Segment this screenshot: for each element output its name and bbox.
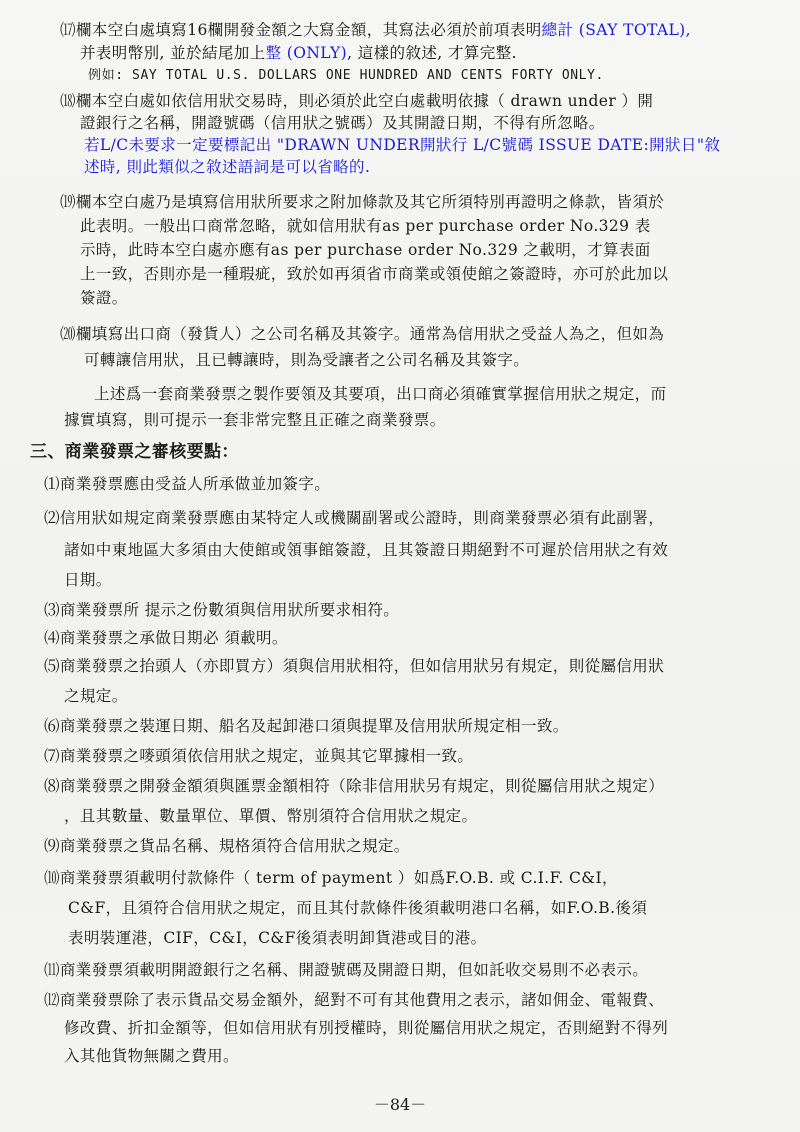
section3-item4: ⑷商業發票之承做日期必 須載明。	[44, 629, 288, 647]
only-highlight: 整 (ONLY)	[265, 44, 348, 62]
section3-item12-line3: 入其他貨物無關之費用。	[64, 1047, 239, 1065]
section3-item10-line1: ⑽商業發票須載明付款條件（ term of payment ）如爲F.O.B. 或 C.I.F. C&I，	[44, 869, 618, 887]
section3-item1: ⑴商業發票應由受益人所承做並加簽字。	[44, 475, 331, 493]
section3-item2-line3: 日期。	[64, 571, 112, 589]
item17-line1	[60, 20, 691, 40]
page-number: －84－	[373, 1095, 427, 1114]
item19-line3: 示時，此時本空白處亦應有as per purchase order No.329 之載明，才算表面	[80, 241, 651, 259]
item18-note-line2: 述時, 則此類似之敘述語詞是可以省略的.	[84, 158, 371, 176]
item18-note-line1: 若L/C未要求一定要標記出 "DRAWN UNDER開狀行 L/C號碼 ISSUE DATE:開狀日"敘	[84, 136, 721, 154]
section3-item12-line1: ⑿商業發票除了表示貨品交易金額外，絕對不可有其他費用之表示，諸如佣金、電報費、	[44, 991, 665, 1009]
item17-line2	[80, 43, 517, 63]
section3-item2-line1: ⑵信用狀如規定商業發票應由某特定人或機關副署或公證時，則商業發票必須有此副署，	[44, 509, 665, 527]
item18-line2: 證銀行之名稱，開證號碼（信用狀之號碼）及其開證日期，不得有所忽略。	[80, 114, 605, 132]
item20-line1: ⒇欄填寫出口商（發貨人）之公司名稱及其簽字。通常為信用狀之受益人為之，但如為	[60, 325, 665, 343]
item19-line4: 上一致，否則亦是一種瑕疵，致於如再須省市商業或領使館之簽證時，亦可於此加以	[80, 265, 669, 283]
item20-line2: 可轉讓信用狀，且已轉讓時，則為受讓者之公司名稱及其簽字。	[84, 351, 530, 369]
section3-heading: 三、商業發票之審核要點：	[30, 442, 239, 462]
section3-item6: ⑹商業發票之裝運日期、船名及起卸港口須與提單及信用狀所規定相一致。	[44, 717, 569, 735]
summary-line1: 上述爲一套商業發票之製作要領及其要項，出口商必須確實掌握信用狀之規定，而	[94, 385, 667, 403]
section3-item7: ⑺商業發票之嘜頭須依信用狀之規定，並與其它單據相一致。	[44, 747, 474, 765]
item17-line2-text-b: , 這樣的敘述, 才算完整.	[347, 44, 517, 62]
item17-line2-text-a: 并表明幣別, 並於結尾加上	[80, 44, 266, 62]
section3-item8-line1: ⑻商業發票之開發金額須與匯票金額相符（除非信用狀另有規定，則從屬信用狀之規定）	[44, 777, 665, 795]
summary-line2: 據實填寫，則可提示一套非常完整且正確之商業發票。	[64, 411, 446, 429]
section3-item10-line2: C&F，且須符合信用狀之規定，而且其付款條件後須載明港口名稱，如F.O.B.後須	[68, 899, 648, 917]
section3-item12-line2: 修改費、折扣金額等，但如信用狀有別授權時，則從屬信用狀之規定，否則絕對不得列	[64, 1019, 669, 1037]
section3-item10-line3: 表明裝運港，CIF，C&I，C&F後須表明卸貨港或目的港。	[68, 929, 487, 947]
section3-item11: ⑾商業發票須載明開證銀行之名稱、開證號碼及開證日期，但如託收交易則不必表示。	[44, 961, 649, 979]
section3-item5-line2: 之規定。	[64, 687, 128, 705]
section3-item2-line2: 諸如中東地區大多須由大使館或領事館簽證，且其簽證日期絕對不可遲於信用狀之有效	[64, 541, 669, 559]
item18-line1: ⒅欄本空白處如依信用狀交易時，則必須於此空白處載明依據（ drawn under ）開	[60, 92, 654, 110]
item17-example: 例如: SAY TOTAL U.S. DOLLARS ONE HUNDRED AND CENTS FORTY ONLY.	[88, 68, 604, 83]
item17-line1-text: ⒄欄本空白處填寫16欄開發金額之大寫金額，其寫法必須於前項表明	[60, 21, 542, 39]
section3-item9: ⑼商業發票之貨品名稱、規格須符合信用狀之規定。	[44, 837, 410, 855]
item19-line1: ⒆欄本空白處乃是填寫信用狀所要求之附加條款及其它所須特別再證明之條款，皆須於	[60, 193, 665, 211]
item19-line2: 此表明。一般出口商常忽略，就如信用狀有as per purchase order No.329 表	[80, 217, 651, 235]
section3-item3: ⑶商業發票所 提示之份數須與信用狀所要求相符。	[44, 601, 400, 619]
say-total-highlight: 總計 (SAY TOTAL),	[541, 21, 691, 39]
section3-item8-line2: ，且其數量、數量單位、單價、幣別須符合信用狀之規定。	[64, 807, 478, 825]
section3-item5-line1: ⑸商業發票之抬頭人（亦即買方）須與信用狀相符，但如信用狀另有規定，則從屬信用狀	[44, 657, 665, 675]
item19-line5: 簽證。	[80, 289, 128, 307]
